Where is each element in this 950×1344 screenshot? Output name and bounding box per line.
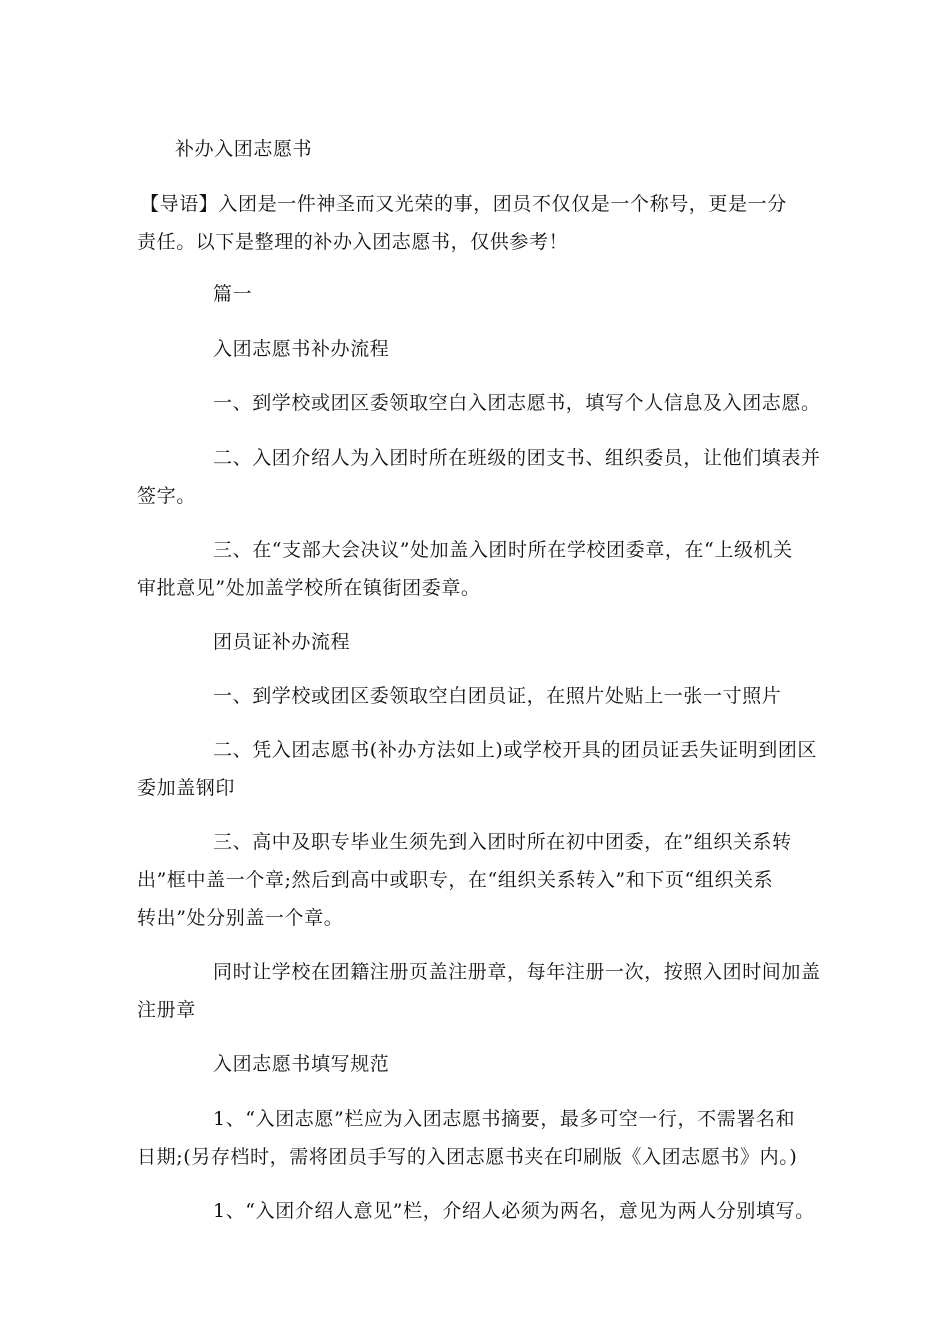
section-heading: 篇一 — [213, 283, 253, 305]
step-paragraph-line-2: 出”框中盖一个章;然后到高中或职专，在“组织关系转入”和下页“组织关系 — [137, 869, 774, 891]
step-paragraph: 一、到学校或团区委领取空白团员证，在照片处贴上一张一寸照片 — [213, 685, 782, 707]
step-paragraph-line-1: 三、高中及职专毕业生须先到入团时所在初中团委，在”组织关系转 — [213, 831, 792, 853]
rule-paragraph: 1、“入团介绍人意见”栏，介绍人必须为两名，意见为两人分别填写。 — [213, 1200, 815, 1222]
subsection-heading: 入团志愿书补办流程 — [213, 338, 390, 360]
step-paragraph-line-3: 转出”处分别盖一个章。 — [137, 907, 344, 929]
intro-paragraph-line-1: 【导语】入团是一件神圣而又光荣的事，团员不仅仅是一个称号，更是一分 — [140, 193, 787, 215]
intro-paragraph-line-2: 责任。以下是整理的补办入团志愿书，仅供参考！ — [137, 231, 569, 253]
note-paragraph-line-1: 同时让学校在团籍注册页盖注册章，每年注册一次，按照入团时间加盖 — [213, 961, 821, 983]
note-paragraph-line-2: 注册章 — [137, 999, 196, 1021]
step-paragraph: 一、到学校或团区委领取空白入团志愿书，填写个人信息及入团志愿。 — [213, 392, 821, 414]
step-paragraph-line-2: 签字。 — [137, 485, 196, 507]
step-paragraph-line-2: 审批意见”处加盖学校所在镇街团委章。 — [137, 577, 481, 599]
rule-paragraph-line-2: 日期;(另存档时，需将团员手写的入团志愿书夹在印刷版《入团志愿书》内。) — [137, 1146, 798, 1168]
step-paragraph-line-2: 委加盖钢印 — [137, 777, 236, 799]
subsection-heading: 团员证补办流程 — [213, 631, 351, 653]
subsection-heading: 入团志愿书填写规范 — [213, 1053, 390, 1075]
document-title: 补办入团志愿书 — [175, 138, 313, 160]
step-paragraph-line-1: 二、凭入团志愿书(补办方法如上)或学校开具的团员证丢失证明到团区 — [213, 739, 818, 761]
step-paragraph-line-1: 三、在“支部大会决议”处加盖入团时所在学校团委章，在“上级机关 — [213, 539, 793, 561]
step-paragraph-line-1: 二、入团介绍人为入团时所在班级的团支书、组织委员，让他们填表并 — [213, 447, 821, 469]
rule-paragraph-line-1: 1、“入团志愿”栏应为入团志愿书摘要，最多可空一行，不需署名和 — [213, 1108, 796, 1130]
